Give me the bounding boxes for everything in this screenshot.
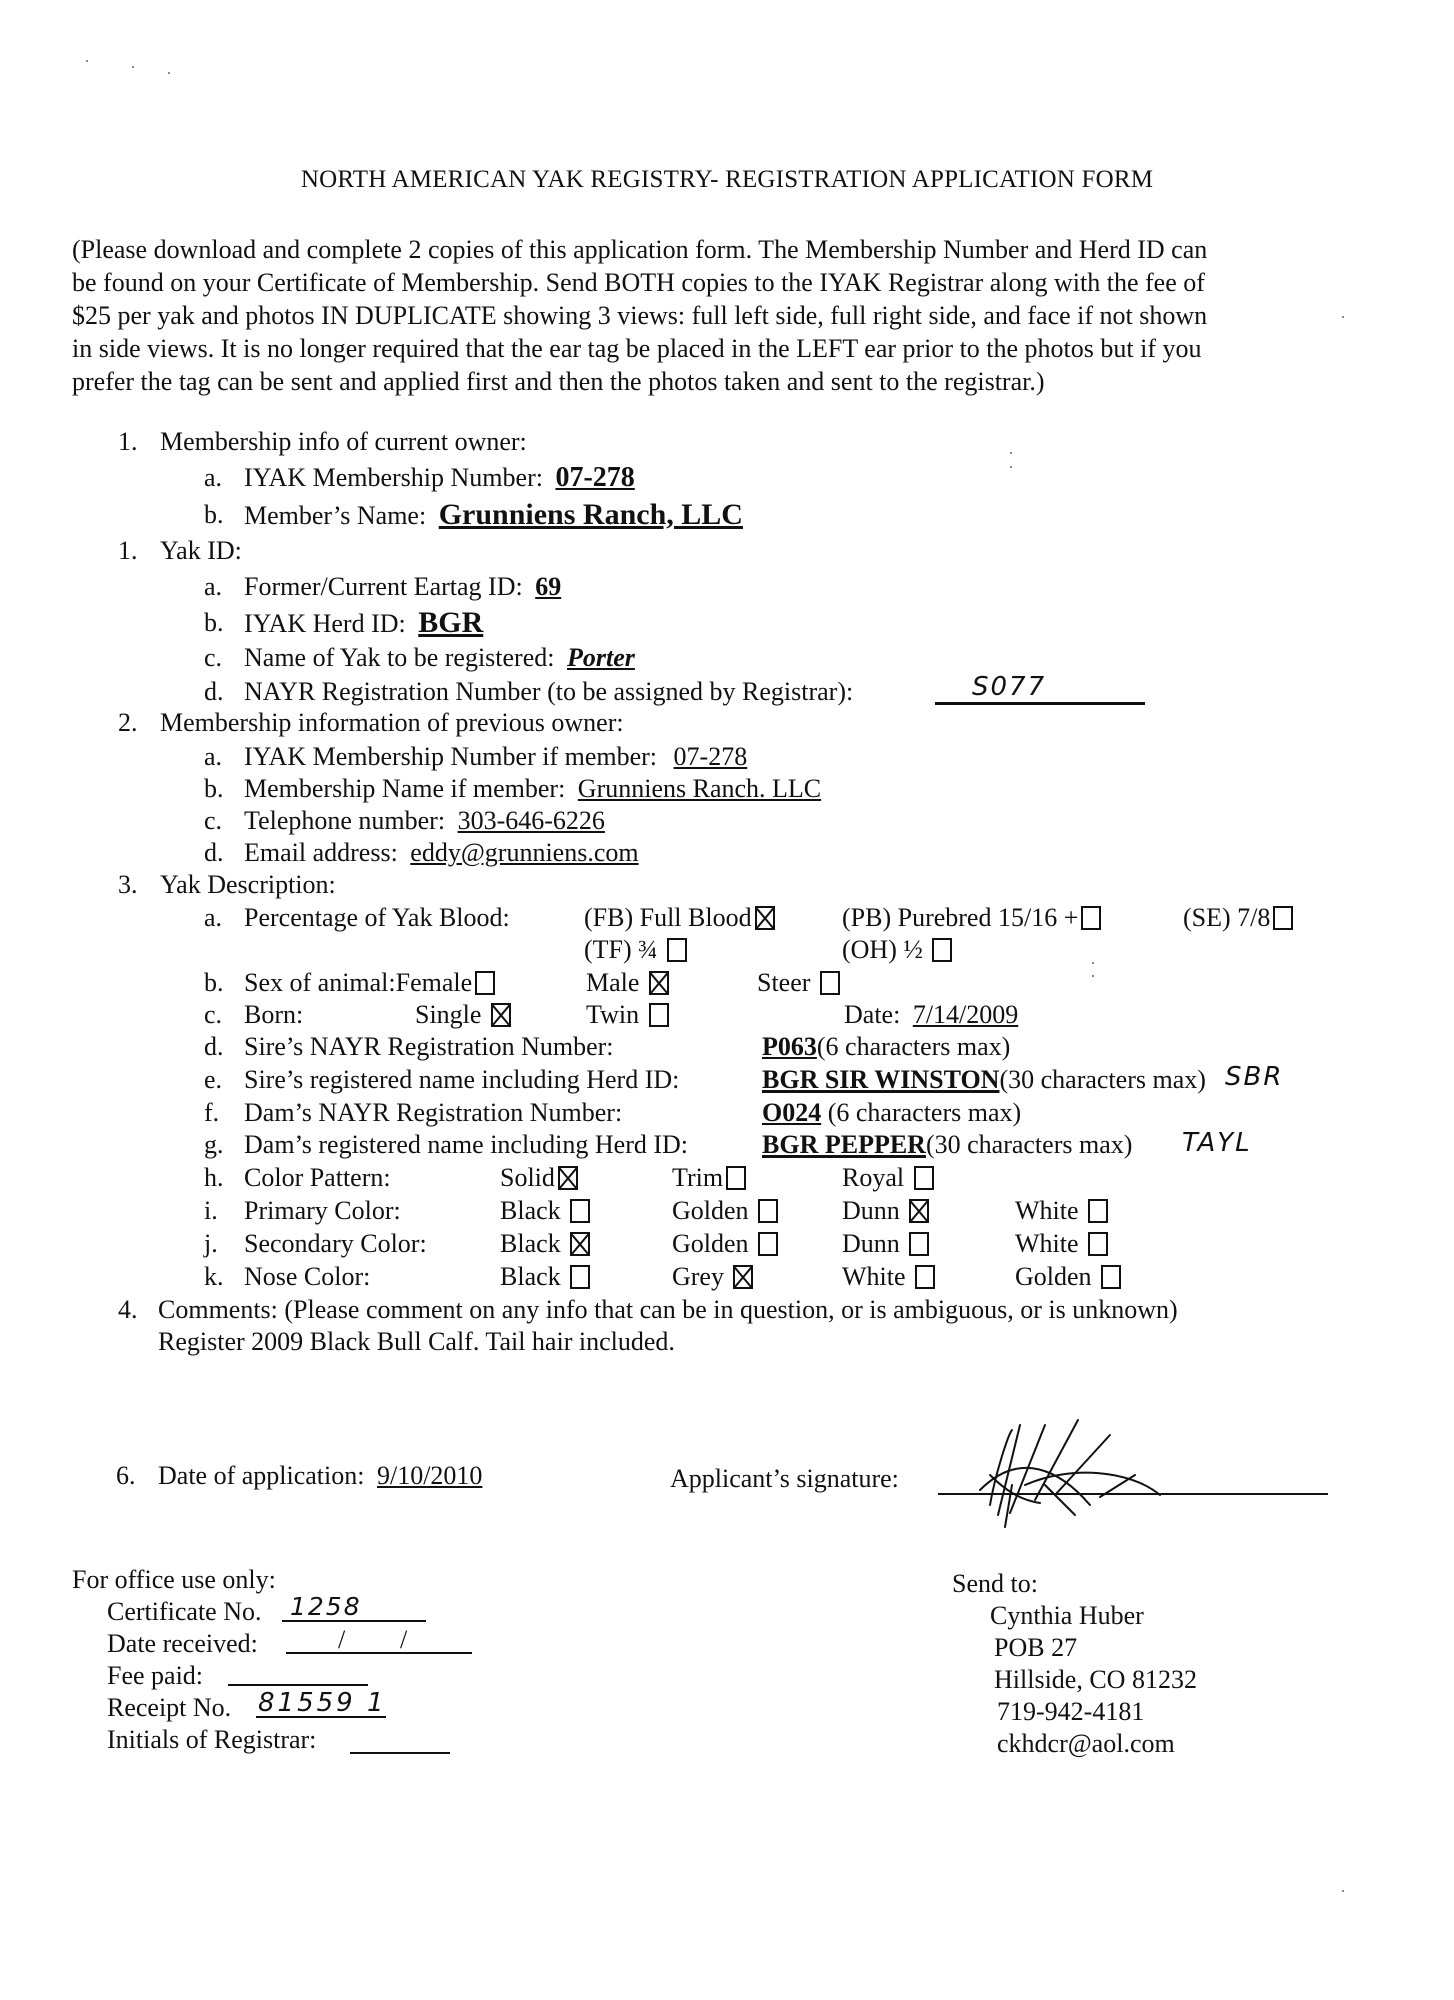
nose-option-grey[interactable]: [672, 1262, 753, 1292]
scan-speck: [132, 66, 134, 68]
pattern-option-solid[interactable]: [500, 1163, 578, 1193]
instructions-line: $25 per yak and photos IN DUPLICATE showing 3 views: full left side, full right side, and face if not shown: [72, 301, 1208, 330]
option-label: Steer: [757, 968, 811, 997]
sire-reg-letter: d.: [204, 1032, 224, 1061]
date-received-underline[interactable]: [286, 1652, 472, 1654]
blood-option-tf[interactable]: [584, 935, 687, 965]
nayr-reg-value[interactable]: S077: [972, 672, 1047, 702]
section1-number: 1.: [118, 427, 138, 456]
send-to-phone: 719-942-4181: [997, 1697, 1145, 1726]
section3-number: 3.: [118, 870, 138, 899]
sire-name-label: Sire’s registered name including Herd ID:: [244, 1065, 680, 1094]
option-label: Black: [500, 1196, 561, 1225]
application-date-label: Date of application:: [158, 1461, 365, 1490]
member-name-row: [244, 500, 743, 531]
option-label: Dunn: [842, 1196, 900, 1225]
applicant-signature: [950, 1415, 1230, 1530]
send-to-address1: POB 27: [994, 1633, 1078, 1662]
yakid-a-letter: a.: [204, 572, 223, 601]
checkbox-checked[interactable]: [649, 971, 669, 995]
dam-name-note: (30 characters max): [925, 1130, 1133, 1159]
instructions-paragraph: [72, 233, 1332, 398]
option-label: Female: [395, 968, 473, 997]
checkbox[interactable]: [570, 1199, 590, 1223]
fee-paid-label: Fee paid:: [107, 1661, 204, 1690]
sex-option-female[interactable]: [244, 968, 495, 998]
born-date-row: [844, 1000, 1018, 1030]
option-label: Single: [415, 1000, 482, 1029]
option-label: Golden: [672, 1196, 749, 1225]
form-title: NORTH AMERICAN YAK REGISTRY- REGISTRATION APPLICATION FORM: [300, 166, 1154, 193]
checkbox-checked[interactable]: [733, 1265, 753, 1289]
born-label: Born:: [244, 1000, 304, 1029]
sex-option-male[interactable]: [586, 968, 669, 998]
instructions-line: prefer the tag can be sent and applied first and then the photos taken and sent to the registrar.): [72, 367, 1045, 396]
checkbox[interactable]: [649, 1003, 669, 1027]
blood-option-oh[interactable]: [842, 935, 952, 965]
certificate-value[interactable]: 1258: [290, 1592, 362, 1621]
option-label: Royal: [842, 1163, 905, 1192]
checkbox[interactable]: [932, 938, 952, 962]
secondary-letter: j.: [204, 1229, 218, 1258]
pattern-option-royal[interactable]: [842, 1163, 934, 1193]
sire-handwritten-note: SBR: [1225, 1062, 1284, 1092]
blood-letter: a.: [204, 903, 223, 932]
application-date-row: [158, 1461, 482, 1491]
born-option-twin[interactable]: [586, 1000, 669, 1030]
yak-name-label: Name of Yak to be registered:: [244, 643, 555, 672]
checkbox-checked[interactable]: [558, 1166, 578, 1190]
membership-number-value[interactable]: 07-278: [555, 462, 635, 493]
section1-heading: Membership info of current owner:: [160, 427, 527, 456]
certificate-label: Certificate No.: [107, 1597, 262, 1626]
secondary-option-black[interactable]: [500, 1229, 590, 1259]
section6-number: 6.: [116, 1461, 136, 1490]
option-label: (SE) 7/8: [1183, 903, 1271, 932]
section2-c-letter: c.: [204, 806, 223, 835]
section1-a-letter: a.: [204, 463, 223, 492]
nose-option-golden[interactable]: [1015, 1262, 1121, 1292]
secondary-option-golden[interactable]: [672, 1229, 778, 1259]
nayr-reg-label: NAYR Registration Number (to be assigned by Registrar):: [244, 677, 854, 706]
dam-handwritten-note: TAYL: [1182, 1128, 1252, 1158]
secondary-label: Secondary Color:: [244, 1229, 427, 1258]
option-label: Grey: [672, 1262, 724, 1291]
email-row: [244, 838, 639, 868]
date-received-sep2: /: [400, 1625, 408, 1654]
signature-label: Applicant’s signature:: [670, 1464, 899, 1493]
yakid-heading: Yak ID:: [160, 536, 242, 565]
yak-name-value[interactable]: Porter: [566, 643, 635, 672]
section2-d-letter: d.: [204, 838, 224, 867]
section2-heading: Membership information of previous owner:: [160, 708, 624, 737]
member-name-label: Member’s Name:: [244, 501, 427, 530]
born-letter: c.: [204, 1000, 223, 1029]
scan-speck: [1342, 316, 1344, 318]
yak-name-row: [244, 643, 635, 673]
dam-reg-value[interactable]: O024: [762, 1098, 822, 1127]
option-label: (TF) ¾: [584, 935, 658, 964]
secondary-option-dunn[interactable]: [842, 1229, 929, 1259]
scan-speck: [1092, 962, 1094, 964]
section4-number: 4.: [118, 1295, 138, 1324]
blood-option-se[interactable]: [1183, 903, 1293, 933]
option-label: White: [1015, 1196, 1079, 1225]
checkbox[interactable]: [915, 1265, 935, 1289]
instructions-line: be found on your Certificate of Membership. Send BOTH copies to the IYAK Registrar along with the fee of: [72, 268, 1205, 297]
section2-a-letter: a.: [204, 742, 223, 771]
born-date-label: Date:: [844, 1000, 901, 1029]
born-date-value[interactable]: 7/14/2009: [912, 1000, 1019, 1029]
telephone-label: Telephone number:: [244, 806, 446, 835]
comments-value[interactable]: Register 2009 Black Bull Calf. Tail hair included.: [158, 1327, 675, 1356]
checkbox[interactable]: [667, 938, 687, 962]
nose-option-black[interactable]: [500, 1262, 590, 1292]
herd-id-row: [244, 608, 483, 639]
option-label: Dunn: [842, 1229, 900, 1258]
scan-speck: [1092, 975, 1094, 977]
option-label: Golden: [1015, 1262, 1092, 1291]
sire-reg-note: (6 characters max): [816, 1032, 1011, 1061]
scan-speck: [1342, 1890, 1344, 1892]
nose-letter: k.: [204, 1262, 224, 1291]
eartag-label: Former/Current Eartag ID:: [244, 572, 523, 601]
send-to-address2: Hillside, CO 81232: [994, 1665, 1197, 1694]
herd-id-value[interactable]: BGR: [418, 606, 484, 639]
instructions-line: (Please download and complete 2 copies of this application form. The Membership Number and Herd ID can: [72, 235, 1208, 264]
member-name-value[interactable]: Grunniens Ranch, LLC: [438, 498, 743, 531]
sire-reg-row: [762, 1032, 1010, 1062]
checkbox[interactable]: [475, 971, 495, 995]
dam-name-value[interactable]: BGR PEPPER: [762, 1130, 926, 1159]
pattern-option-trim[interactable]: [672, 1163, 746, 1193]
dam-reg-note: (6 characters max): [821, 1098, 1022, 1127]
checkbox-checked[interactable]: [570, 1232, 590, 1256]
option-label: Male: [586, 968, 640, 997]
dam-name-letter: g.: [204, 1130, 224, 1159]
option-label: (FB) Full Blood: [584, 903, 752, 932]
dam-reg-row: [762, 1098, 1021, 1128]
option-label: Black: [500, 1262, 561, 1291]
checkbox[interactable]: [1081, 906, 1101, 930]
option-label: Golden: [672, 1229, 749, 1258]
born-option-single[interactable]: [415, 1000, 511, 1030]
dam-reg-label: Dam’s NAYR Registration Number:: [244, 1098, 623, 1127]
date-received-sep1: /: [338, 1625, 346, 1654]
membership-number-label: IYAK Membership Number:: [244, 463, 543, 492]
sire-reg-value[interactable]: P063: [762, 1032, 817, 1061]
checkbox[interactable]: [758, 1199, 778, 1223]
checkbox[interactable]: [909, 1232, 929, 1256]
section1-b-letter: b.: [204, 500, 224, 529]
checkbox-checked[interactable]: [755, 906, 775, 930]
nose-label: Nose Color:: [244, 1262, 371, 1291]
sex-option-steer[interactable]: [757, 968, 840, 998]
eartag-value[interactable]: 69: [535, 572, 562, 601]
prev-membership-value[interactable]: 07-278: [673, 742, 748, 771]
email-label: Email address:: [244, 838, 398, 867]
option-label: Solid: [500, 1163, 555, 1192]
receipt-label: Receipt No.: [107, 1693, 232, 1722]
checkbox[interactable]: [1101, 1265, 1121, 1289]
option-label: Black: [500, 1229, 561, 1258]
checkbox[interactable]: [1273, 906, 1293, 930]
primary-option-dunn[interactable]: [842, 1196, 929, 1226]
sex-letter: b.: [204, 968, 224, 997]
checkbox[interactable]: [820, 971, 840, 995]
prev-name-row: [244, 774, 821, 804]
blood-option-pb[interactable]: [842, 903, 1101, 933]
fee-paid-underline[interactable]: [228, 1684, 368, 1686]
eartag-row: [244, 572, 561, 602]
scan-speck: [1010, 452, 1012, 454]
email-value[interactable]: eddy@grunniens.com: [410, 838, 639, 867]
checkbox-checked[interactable]: [909, 1199, 929, 1223]
yakid-number: 1.: [118, 536, 138, 565]
secondary-option-white[interactable]: [1015, 1229, 1108, 1259]
dam-reg-letter: f.: [204, 1098, 220, 1127]
option-label: White: [842, 1262, 906, 1291]
blood-label: Percentage of Yak Blood:: [244, 903, 510, 932]
option-label: White: [1015, 1229, 1079, 1258]
section2-b-letter: b.: [204, 774, 224, 803]
primary-option-golden[interactable]: [672, 1196, 778, 1226]
yakid-d-letter: d.: [204, 677, 224, 706]
sire-reg-label: Sire’s NAYR Registration Number:: [244, 1032, 614, 1061]
office-heading: For office use only:: [72, 1565, 276, 1594]
pattern-letter: h.: [204, 1163, 224, 1192]
checkbox[interactable]: [914, 1166, 934, 1190]
yakid-c-letter: c.: [204, 643, 223, 672]
option-label: Twin: [586, 1000, 640, 1029]
sire-name-letter: e.: [204, 1065, 223, 1094]
dam-name-row: [762, 1130, 1132, 1160]
comments-heading: Comments: (Please comment on any info that can be in question, or is ambiguous, or is unknown): [158, 1295, 1178, 1324]
herd-id-label: IYAK Herd ID:: [244, 609, 406, 638]
sire-name-value[interactable]: BGR SIR WINSTON: [762, 1065, 1000, 1094]
prev-name-label: Membership Name if member:: [244, 774, 566, 803]
instructions-line: in side views. It is no longer required that the ear tag be placed in the LEFT ear prior to the photos but if you: [72, 334, 1202, 363]
prev-membership-label: IYAK Membership Number if member:: [244, 742, 658, 771]
send-to-name: Cynthia Huber: [990, 1601, 1144, 1630]
sire-name-note: (30 characters max): [999, 1065, 1206, 1094]
send-to-email[interactable]: ckhdcr@aol.com: [997, 1729, 1175, 1758]
send-to-heading: Send to:: [952, 1569, 1038, 1598]
initials-label: Initials of Registrar:: [107, 1725, 317, 1754]
section3-heading: Yak Description:: [160, 870, 336, 899]
dam-name-label: Dam’s registered name including Herd ID:: [244, 1130, 689, 1159]
date-received-label: Date received:: [107, 1629, 258, 1658]
checkbox[interactable]: [1088, 1232, 1108, 1256]
primary-option-black[interactable]: [500, 1196, 590, 1226]
checkbox[interactable]: [758, 1232, 778, 1256]
option-label: (OH) ½: [842, 935, 923, 964]
prev-membership-row: [244, 742, 747, 772]
checkbox-checked[interactable]: [491, 1003, 511, 1027]
application-date-value[interactable]: 9/10/2010: [376, 1461, 483, 1490]
primary-label: Primary Color:: [244, 1196, 401, 1225]
scan-speck: [86, 60, 88, 62]
telephone-row: [244, 806, 605, 836]
checkbox[interactable]: [726, 1166, 746, 1190]
section2-number: 2.: [118, 708, 138, 737]
sex-label: Sex of animal:: [244, 968, 396, 997]
telephone-value[interactable]: 303-646-6226: [457, 806, 605, 835]
nose-option-white[interactable]: [842, 1262, 935, 1292]
checkbox[interactable]: [570, 1265, 590, 1289]
scan-speck: [1010, 466, 1012, 468]
blood-option-fb[interactable]: [584, 903, 775, 933]
primary-option-white[interactable]: [1015, 1196, 1108, 1226]
pattern-label: Color Pattern:: [244, 1163, 391, 1192]
primary-letter: i.: [204, 1196, 218, 1225]
initials-underline[interactable]: [350, 1752, 450, 1754]
scan-speck: [168, 72, 170, 74]
yakid-b-letter: b.: [204, 608, 224, 637]
receipt-value[interactable]: 81559 1: [258, 1688, 387, 1718]
nayr-reg-underline: [935, 702, 1145, 705]
sire-name-row: [762, 1065, 1206, 1095]
option-label: Trim: [672, 1163, 724, 1192]
membership-number-row: [244, 463, 635, 493]
option-label: (PB) Purebred 15/16 +: [842, 903, 1079, 932]
prev-name-value[interactable]: Grunniens Ranch. LLC: [577, 774, 822, 803]
checkbox[interactable]: [1088, 1199, 1108, 1223]
